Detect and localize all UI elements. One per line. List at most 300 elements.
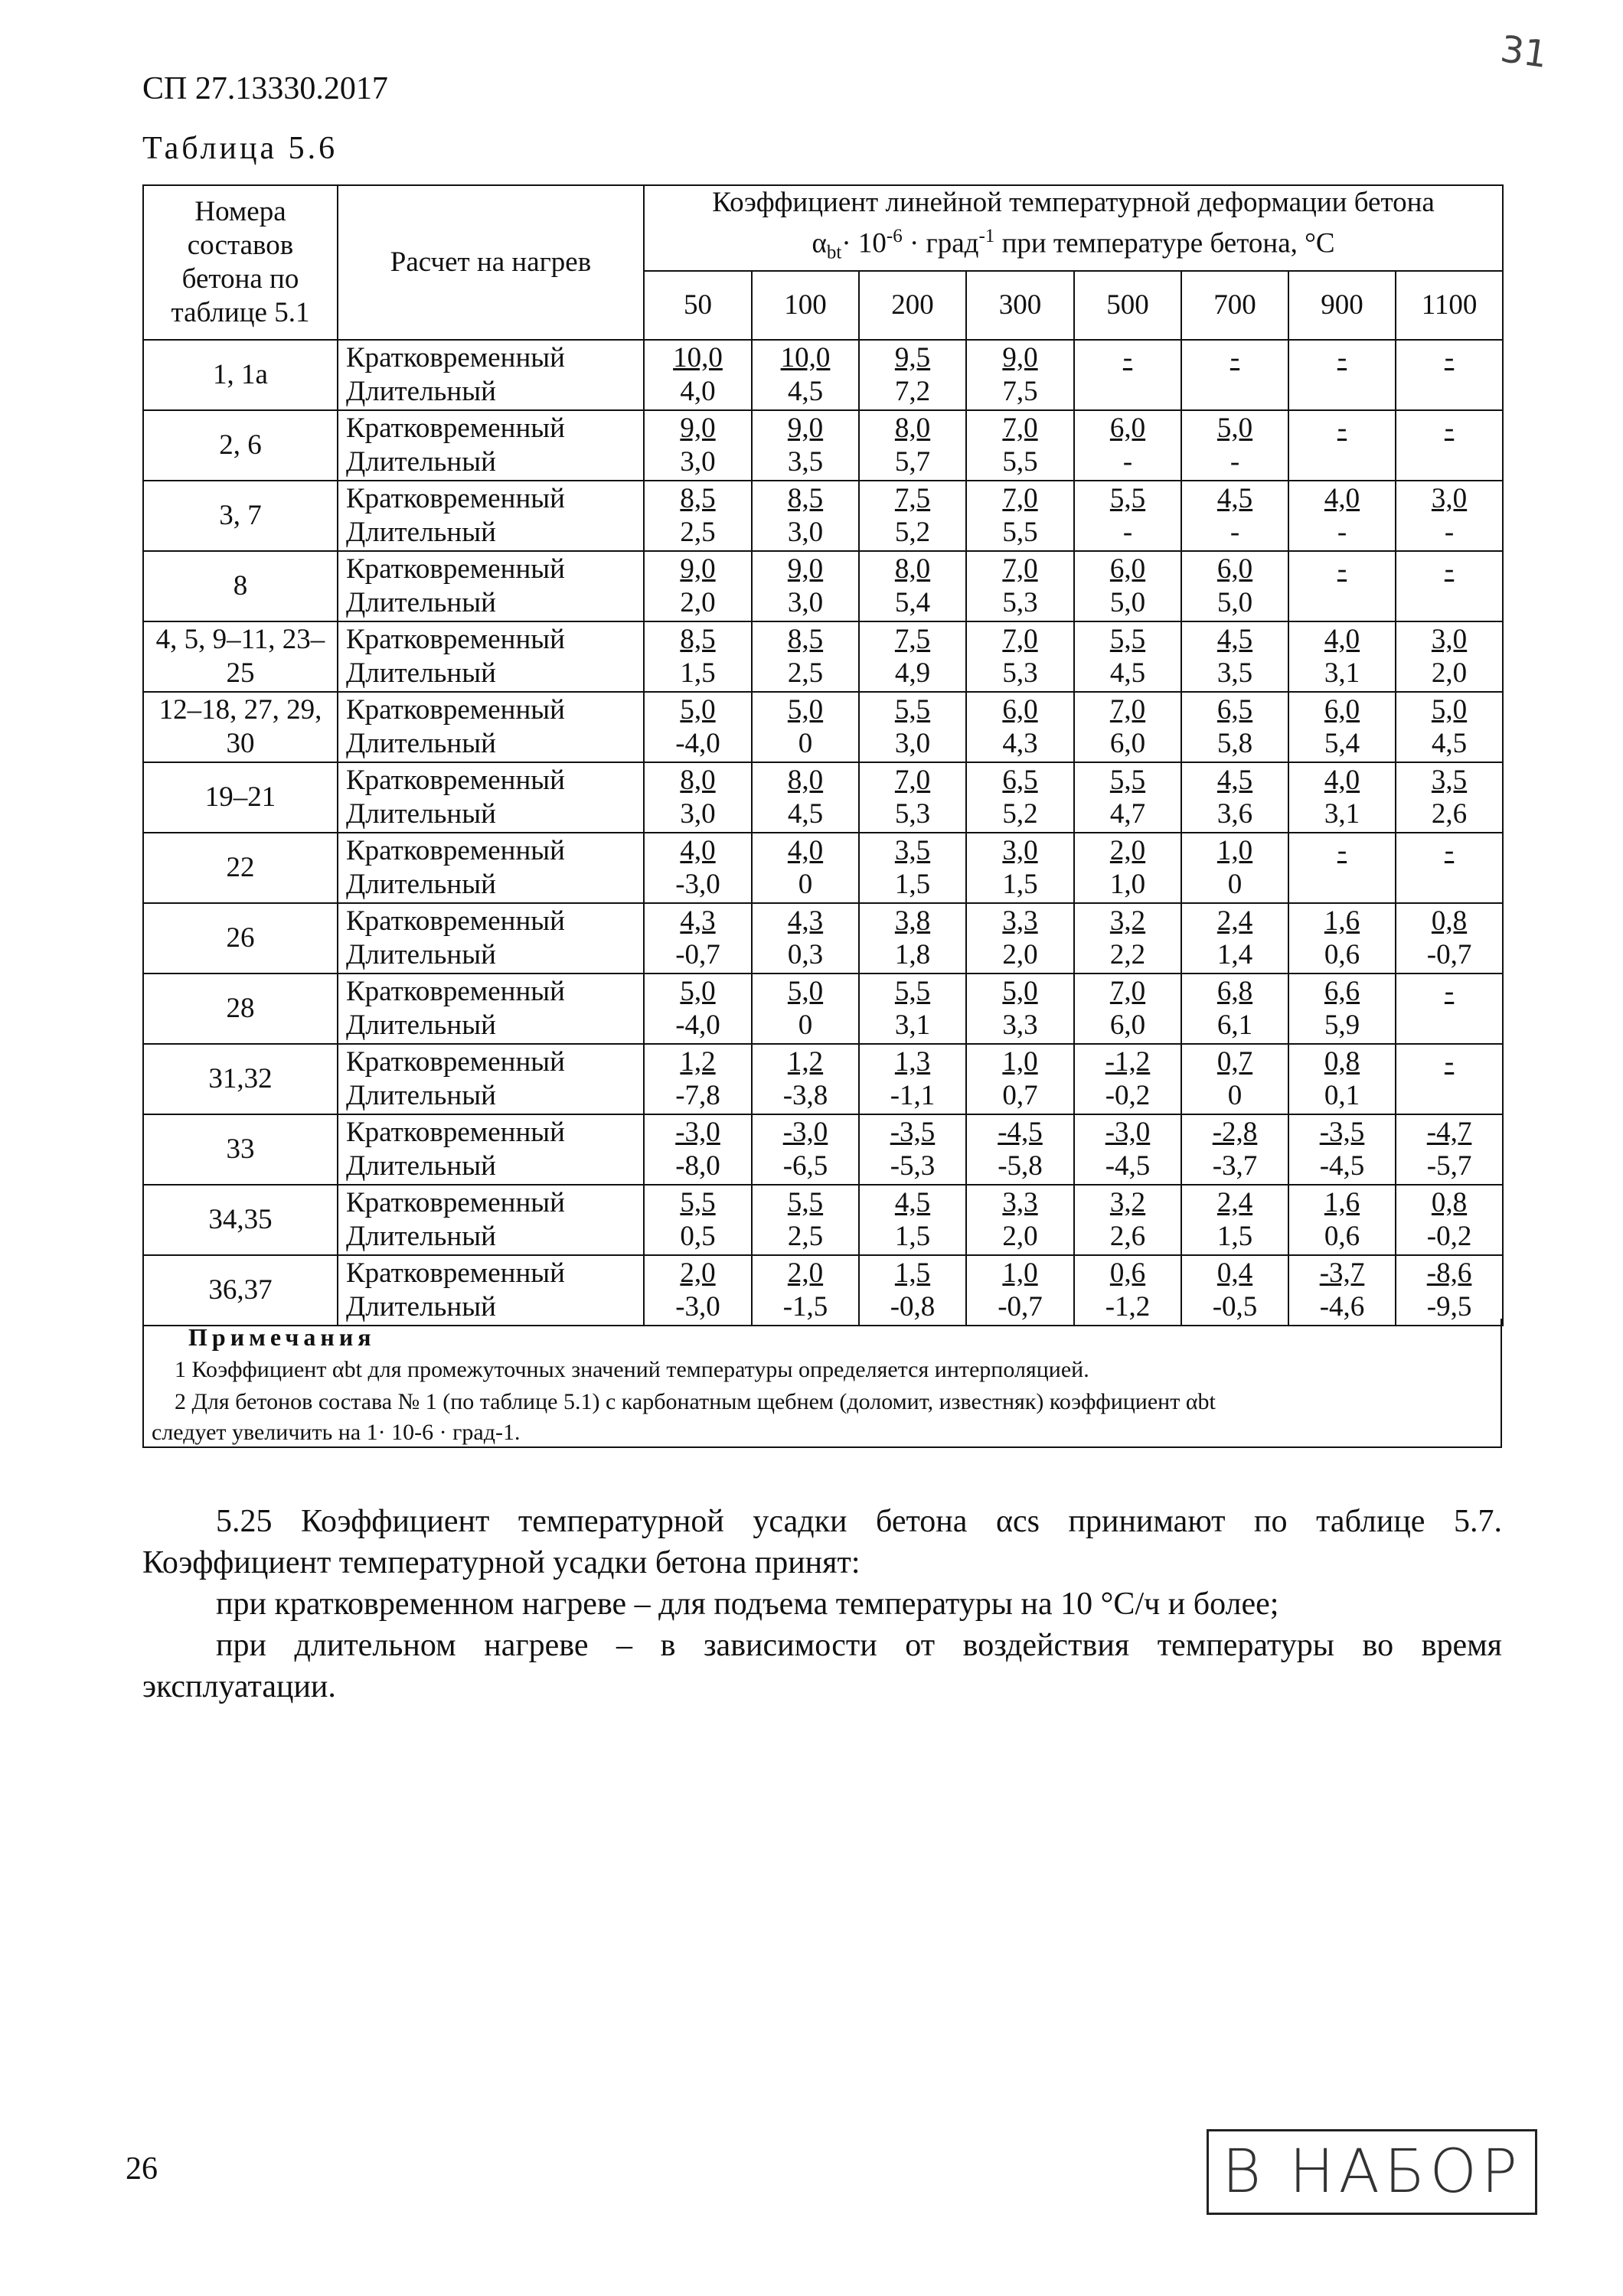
value-cell bbox=[644, 903, 752, 974]
long-term-value: 7,5 bbox=[1002, 375, 1038, 407]
long-term-value bbox=[1289, 375, 1395, 409]
long-term-value: 5,9 bbox=[1324, 1009, 1360, 1041]
long-term-value: 3,5 bbox=[1216, 657, 1253, 689]
short-term-value: 4,3 bbox=[787, 905, 824, 937]
short-term-value: - bbox=[1444, 834, 1455, 866]
long-term-value: -4,0 bbox=[675, 1009, 720, 1041]
value-cell bbox=[1396, 692, 1503, 762]
paragraph-5-25: 5.25 Коэффициент температурной усадки бетона αcs принимают по таблице 5.7. bbox=[216, 1504, 1502, 1539]
calc-long-label: Длительный bbox=[346, 445, 496, 478]
long-term-value: -0,2 bbox=[1426, 1220, 1472, 1252]
short-term-value: 4,5 bbox=[1216, 482, 1253, 514]
note-2: 2 Для бетонов состава № 1 (по таблице 5.1) с карбонатным щебнем (доломит, известняк) коэффициент αbt bbox=[175, 1389, 1216, 1414]
value-cell bbox=[752, 1255, 859, 1326]
calc-type-cell bbox=[338, 833, 644, 903]
value-cell bbox=[1181, 692, 1288, 762]
table-row bbox=[143, 1114, 1503, 1185]
calc-type-cell bbox=[338, 1185, 644, 1255]
value-cell bbox=[1288, 410, 1396, 481]
short-term-value: 6,0 bbox=[1216, 553, 1253, 585]
short-term-value: 8,5 bbox=[680, 623, 716, 655]
short-term-value: 2,0 bbox=[1109, 834, 1146, 866]
calc-long-label: Длительный bbox=[346, 375, 496, 407]
long-term-value: 3,1 bbox=[1324, 657, 1360, 689]
calc-short-label: Кратковременный bbox=[346, 693, 565, 726]
long-term-value: 0,3 bbox=[787, 938, 824, 970]
short-term-value: 7,0 bbox=[1002, 553, 1038, 585]
short-term-value: 3,0 bbox=[1431, 623, 1468, 655]
short-term-value: 9,0 bbox=[1002, 341, 1038, 373]
short-term-value: - bbox=[1337, 834, 1347, 866]
value-cell bbox=[859, 1255, 966, 1326]
composition-cell: 3, 7 bbox=[143, 481, 338, 551]
value-cell bbox=[1074, 1114, 1181, 1185]
composition-cell: 34,35 bbox=[143, 1185, 338, 1255]
long-term-value: 3,5 bbox=[787, 445, 824, 478]
value-cell bbox=[752, 1185, 859, 1255]
short-term-value: 5,0 bbox=[680, 975, 716, 1007]
calc-short-label: Кратковременный bbox=[346, 623, 565, 655]
composition-cell: 12–18, 27, 29, 30 bbox=[143, 692, 338, 762]
long-term-value: 6,0 bbox=[1109, 727, 1146, 759]
long-term-value bbox=[1396, 445, 1502, 479]
long-term-value: 0,5 bbox=[680, 1220, 716, 1252]
value-cell bbox=[859, 833, 966, 903]
long-term-value: -8,0 bbox=[675, 1150, 720, 1182]
temp-header: 900 bbox=[1288, 271, 1396, 340]
short-term-value: 1,2 bbox=[680, 1045, 716, 1078]
table-title: Таблица 5.6 bbox=[142, 131, 338, 166]
short-term-value: 7,5 bbox=[894, 482, 931, 514]
value-cell bbox=[1074, 833, 1181, 903]
calc-long-label: Длительный bbox=[346, 1009, 496, 1041]
calc-short-label: Кратковременный bbox=[346, 1116, 565, 1148]
composition-cell: 19–21 bbox=[143, 762, 338, 833]
short-term-value: 9,0 bbox=[680, 553, 716, 585]
value-cell bbox=[1288, 1114, 1396, 1185]
value-cell bbox=[1181, 481, 1288, 551]
value-cell bbox=[1396, 903, 1503, 974]
value-cell bbox=[966, 903, 1074, 974]
short-term-value: - bbox=[1337, 553, 1347, 585]
short-term-value: 5,5 bbox=[680, 1186, 716, 1218]
short-term-value: 1,6 bbox=[1324, 1186, 1360, 1218]
long-term-value: -4,5 bbox=[1319, 1150, 1365, 1182]
long-term-value: -3,0 bbox=[675, 1290, 720, 1322]
long-term-value: 2,5 bbox=[787, 657, 824, 689]
composition-cell: 26 bbox=[143, 903, 338, 974]
value-cell bbox=[644, 974, 752, 1044]
value-cell bbox=[1396, 340, 1503, 410]
long-term-value: -0,7 bbox=[1426, 938, 1472, 970]
value-cell bbox=[1288, 974, 1396, 1044]
long-term-value: 5,5 bbox=[1002, 516, 1038, 548]
table-row bbox=[143, 1044, 1503, 1114]
long-term-value: 4,5 bbox=[1109, 657, 1146, 689]
value-cell bbox=[1396, 621, 1503, 692]
value-cell bbox=[966, 1044, 1074, 1114]
long-term-value: 1,4 bbox=[1216, 938, 1253, 970]
short-term-value: 7,0 bbox=[894, 764, 931, 796]
calc-type-cell bbox=[338, 340, 644, 410]
value-cell bbox=[1181, 1044, 1288, 1114]
short-term-value: 7,5 bbox=[894, 623, 931, 655]
short-term-value: 5,0 bbox=[787, 975, 824, 1007]
long-term-value: -5,7 bbox=[1426, 1150, 1472, 1182]
long-term-value: -9,5 bbox=[1426, 1290, 1472, 1322]
short-term-value: -3,0 bbox=[1105, 1116, 1151, 1148]
calc-short-label: Кратковременный bbox=[346, 482, 565, 514]
short-term-value: 8,5 bbox=[680, 482, 716, 514]
value-cell bbox=[859, 692, 966, 762]
stamp: В НАБОР bbox=[1207, 2129, 1537, 2215]
value-cell bbox=[966, 692, 1074, 762]
long-term-value: 0 bbox=[1227, 1079, 1243, 1111]
value-cell bbox=[1181, 762, 1288, 833]
long-term-value bbox=[1289, 445, 1395, 479]
long-term-value: -3,8 bbox=[782, 1079, 828, 1111]
short-term-value: 0,6 bbox=[1109, 1257, 1146, 1289]
calc-short-label: Кратковременный bbox=[346, 834, 565, 866]
long-term-value bbox=[1289, 868, 1395, 902]
long-term-value: 3,3 bbox=[1002, 1009, 1038, 1041]
short-term-value: 4,0 bbox=[1324, 764, 1360, 796]
value-cell bbox=[1181, 340, 1288, 410]
short-term-value: 4,0 bbox=[1324, 482, 1360, 514]
value-cell bbox=[966, 481, 1074, 551]
value-cell bbox=[1396, 1044, 1503, 1114]
long-term-value: 3,1 bbox=[1324, 797, 1360, 830]
long-term-value: 6,0 bbox=[1109, 1009, 1146, 1041]
long-term-value: 5,4 bbox=[1324, 727, 1360, 759]
short-term-value: 9,0 bbox=[787, 412, 824, 444]
value-cell bbox=[752, 762, 859, 833]
short-term-value: 10,0 bbox=[780, 341, 831, 373]
short-term-value: 1,3 bbox=[894, 1045, 931, 1078]
long-term-value: 0 bbox=[798, 1009, 813, 1041]
short-term-value: 3,5 bbox=[894, 834, 931, 866]
short-term-value: 5,0 bbox=[680, 693, 716, 726]
long-term-value: 0,7 bbox=[1002, 1079, 1038, 1111]
short-term-value: 3,5 bbox=[1431, 764, 1468, 796]
value-cell bbox=[966, 1114, 1074, 1185]
document-code: СП 27.13330.2017 bbox=[142, 71, 388, 106]
value-cell bbox=[1288, 1255, 1396, 1326]
short-term-value: 5,5 bbox=[894, 693, 931, 726]
value-cell bbox=[752, 481, 859, 551]
value-cell bbox=[644, 551, 752, 621]
long-term-value: -1,1 bbox=[890, 1079, 936, 1111]
long-term-value: 2,6 bbox=[1431, 797, 1468, 830]
long-term-value: 3,6 bbox=[1216, 797, 1253, 830]
temp-header: 1100 bbox=[1396, 271, 1503, 340]
short-term-value: 1,6 bbox=[1324, 905, 1360, 937]
value-cell bbox=[1181, 833, 1288, 903]
short-term-value: 4,5 bbox=[1216, 764, 1253, 796]
short-term-value: 6,0 bbox=[1324, 693, 1360, 726]
value-cell bbox=[644, 833, 752, 903]
calc-long-label: Длительный bbox=[346, 1220, 496, 1252]
short-term-value: 3,2 bbox=[1109, 905, 1146, 937]
short-term-value: 4,0 bbox=[1324, 623, 1360, 655]
calc-long-label: Длительный bbox=[346, 868, 496, 900]
table-row bbox=[143, 692, 1503, 762]
short-term-value: 0,4 bbox=[1216, 1257, 1253, 1289]
long-term-value: 4,3 bbox=[1002, 727, 1038, 759]
handwritten-page-mark: 31 bbox=[1497, 28, 1550, 77]
long-term-value: 2,0 bbox=[1002, 1220, 1038, 1252]
value-cell bbox=[966, 621, 1074, 692]
table-row bbox=[143, 833, 1503, 903]
header-coefficient bbox=[644, 185, 1503, 271]
long-term-value: 1,8 bbox=[894, 938, 931, 970]
temp-header: 500 bbox=[1074, 271, 1181, 340]
long-term-value: -0,7 bbox=[998, 1290, 1043, 1322]
value-cell bbox=[966, 762, 1074, 833]
short-term-value: -3,5 bbox=[890, 1116, 936, 1148]
short-term-value: 7,0 bbox=[1002, 623, 1038, 655]
long-term-value: 0,1 bbox=[1324, 1079, 1360, 1111]
long-term-value: -3,0 bbox=[675, 868, 720, 900]
value-cell bbox=[1074, 974, 1181, 1044]
short-term-value: -8,6 bbox=[1426, 1257, 1472, 1289]
short-term-value: 3,3 bbox=[1002, 1186, 1038, 1218]
long-term-value: 4,9 bbox=[894, 657, 931, 689]
value-cell bbox=[966, 833, 1074, 903]
short-term-value: -3,7 bbox=[1319, 1257, 1365, 1289]
value-cell bbox=[859, 1185, 966, 1255]
short-term-value: -2,8 bbox=[1212, 1116, 1258, 1148]
short-term-value: 1,5 bbox=[894, 1257, 931, 1289]
calc-long-label: Длительный bbox=[346, 657, 496, 689]
long-term-value bbox=[1182, 375, 1288, 409]
short-term-value: 5,5 bbox=[1109, 623, 1146, 655]
value-cell bbox=[1288, 833, 1396, 903]
value-cell bbox=[966, 410, 1074, 481]
long-term-value: 4,5 bbox=[1431, 727, 1468, 759]
calc-long-label: Длительный bbox=[346, 727, 496, 759]
value-cell bbox=[1396, 410, 1503, 481]
long-term-value: - bbox=[1229, 445, 1240, 478]
temp-header: 100 bbox=[752, 271, 859, 340]
long-term-value: 4,7 bbox=[1109, 797, 1146, 830]
short-term-value: 9,0 bbox=[680, 412, 716, 444]
long-term-value: -0,7 bbox=[675, 938, 720, 970]
short-term-value: 0,7 bbox=[1216, 1045, 1253, 1078]
calc-type-cell bbox=[338, 762, 644, 833]
value-cell bbox=[1288, 481, 1396, 551]
calc-long-label: Длительный bbox=[346, 1150, 496, 1182]
long-term-value bbox=[1396, 375, 1502, 409]
long-term-value: 3,0 bbox=[680, 445, 716, 478]
short-term-value: 0,8 bbox=[1431, 905, 1468, 937]
long-term-value: - bbox=[1122, 516, 1133, 548]
value-cell bbox=[752, 410, 859, 481]
calc-type-cell bbox=[338, 481, 644, 551]
value-cell bbox=[644, 410, 752, 481]
paragraph-shrinkage-intro: Коэффициент температурной усадки бетона принят: bbox=[142, 1545, 860, 1580]
paragraph-long-heating: при длительном нагреве – в зависимости от воздействия температуры во время bbox=[216, 1628, 1502, 1663]
value-cell bbox=[859, 410, 966, 481]
short-term-value: -4,5 bbox=[998, 1116, 1043, 1148]
value-cell bbox=[1288, 621, 1396, 692]
long-term-value: 2,2 bbox=[1109, 938, 1146, 970]
value-cell bbox=[644, 621, 752, 692]
long-term-value: -3,7 bbox=[1212, 1150, 1258, 1182]
calc-long-label: Длительный bbox=[346, 1290, 496, 1322]
long-term-value bbox=[1289, 586, 1395, 620]
short-term-value: -4,7 bbox=[1426, 1116, 1472, 1148]
calc-type-cell bbox=[338, 551, 644, 621]
long-term-value: 1,5 bbox=[894, 868, 931, 900]
short-term-value: 7,0 bbox=[1109, 975, 1146, 1007]
short-term-value: -1,2 bbox=[1105, 1045, 1151, 1078]
long-term-value: 6,1 bbox=[1216, 1009, 1253, 1041]
note-2-continuation: следует увеличить на 1· 10-6 · град-1. bbox=[152, 1420, 521, 1445]
paragraph-long-heating-end: эксплуатации. bbox=[142, 1669, 336, 1704]
long-term-value bbox=[1075, 375, 1181, 409]
value-cell bbox=[966, 974, 1074, 1044]
calc-type-cell bbox=[338, 1114, 644, 1185]
long-term-value: 0 bbox=[798, 868, 813, 900]
table-row bbox=[143, 1255, 1503, 1326]
short-term-value: 4,0 bbox=[787, 834, 824, 866]
value-cell bbox=[859, 903, 966, 974]
value-cell bbox=[1074, 692, 1181, 762]
short-term-value: 5,5 bbox=[894, 975, 931, 1007]
value-cell bbox=[1074, 1185, 1181, 1255]
value-cell bbox=[859, 621, 966, 692]
long-term-value: 7,2 bbox=[894, 375, 931, 407]
long-term-value: 2,6 bbox=[1109, 1220, 1146, 1252]
value-cell bbox=[1288, 692, 1396, 762]
value-cell bbox=[752, 621, 859, 692]
long-term-value: 3,0 bbox=[787, 586, 824, 618]
long-term-value: -1,5 bbox=[782, 1290, 828, 1322]
composition-cell: 36,37 bbox=[143, 1255, 338, 1326]
value-cell bbox=[859, 481, 966, 551]
long-term-value: 2,0 bbox=[1431, 657, 1468, 689]
header-calc: Расчет на нагрев bbox=[338, 185, 644, 340]
value-cell bbox=[1074, 762, 1181, 833]
long-term-value: -4,0 bbox=[675, 727, 720, 759]
long-term-value: 5,7 bbox=[894, 445, 931, 478]
value-cell bbox=[859, 1044, 966, 1114]
value-cell bbox=[644, 1255, 752, 1326]
short-term-value: 5,5 bbox=[787, 1186, 824, 1218]
short-term-value: - bbox=[1444, 975, 1455, 1007]
calc-long-label: Длительный bbox=[346, 586, 496, 618]
value-cell bbox=[1181, 1185, 1288, 1255]
paragraph-short-heating: при кратковременном нагреве – для подъема температуры на 10 °С/ч и более; bbox=[216, 1587, 1279, 1622]
calc-type-cell bbox=[338, 974, 644, 1044]
long-term-value: -0,8 bbox=[890, 1290, 936, 1322]
long-term-value: 5,2 bbox=[1002, 797, 1038, 830]
coefficient-table bbox=[142, 184, 1504, 1326]
notes-title: Примечания bbox=[188, 1323, 376, 1351]
long-term-value: 4,0 bbox=[680, 375, 716, 407]
short-term-value: 1,0 bbox=[1216, 834, 1253, 866]
long-term-value: 1,5 bbox=[680, 657, 716, 689]
value-cell bbox=[644, 1044, 752, 1114]
short-term-value: 4,5 bbox=[1216, 623, 1253, 655]
short-term-value: - bbox=[1337, 412, 1347, 444]
value-cell bbox=[644, 692, 752, 762]
long-term-value: 1,5 bbox=[894, 1220, 931, 1252]
composition-cell: 8 bbox=[143, 551, 338, 621]
long-term-value: 5,3 bbox=[1002, 586, 1038, 618]
value-cell bbox=[859, 551, 966, 621]
long-term-value: 5,4 bbox=[894, 586, 931, 618]
short-term-value: 6,6 bbox=[1324, 975, 1360, 1007]
short-term-value: - bbox=[1444, 412, 1455, 444]
calc-short-label: Кратковременный bbox=[346, 905, 565, 937]
long-term-value: 0 bbox=[798, 727, 813, 759]
value-cell bbox=[1181, 1255, 1288, 1326]
short-term-value: 10,0 bbox=[673, 341, 723, 373]
composition-cell: 31,32 bbox=[143, 1044, 338, 1114]
long-term-value: 2,5 bbox=[787, 1220, 824, 1252]
long-term-value: - bbox=[1229, 516, 1240, 548]
value-cell bbox=[1288, 1044, 1396, 1114]
calc-type-cell bbox=[338, 1255, 644, 1326]
value-cell bbox=[1074, 481, 1181, 551]
short-term-value: 1,0 bbox=[1002, 1045, 1038, 1078]
short-term-value: 3,3 bbox=[1002, 905, 1038, 937]
short-term-value: 7,0 bbox=[1002, 412, 1038, 444]
short-term-value: 3,8 bbox=[894, 905, 931, 937]
table-row bbox=[143, 903, 1503, 974]
long-term-value: -5,8 bbox=[998, 1150, 1043, 1182]
calc-short-label: Кратковременный bbox=[346, 1257, 565, 1289]
short-term-value: 2,4 bbox=[1216, 905, 1253, 937]
short-term-value: -3,0 bbox=[782, 1116, 828, 1148]
long-term-value bbox=[1396, 868, 1502, 902]
value-cell bbox=[1074, 903, 1181, 974]
long-term-value bbox=[1396, 1009, 1502, 1042]
value-cell bbox=[752, 692, 859, 762]
short-term-value: 0,8 bbox=[1324, 1045, 1360, 1078]
long-term-value: -4,6 bbox=[1319, 1290, 1365, 1322]
temp-header: 700 bbox=[1181, 271, 1288, 340]
short-term-value: 8,0 bbox=[680, 764, 716, 796]
value-cell bbox=[859, 1114, 966, 1185]
table-row bbox=[143, 410, 1503, 481]
value-cell bbox=[966, 551, 1074, 621]
long-term-value: -0,5 bbox=[1212, 1290, 1258, 1322]
table-row bbox=[143, 762, 1503, 833]
short-term-value: 5,0 bbox=[1216, 412, 1253, 444]
value-cell bbox=[1181, 903, 1288, 974]
value-cell bbox=[1396, 833, 1503, 903]
short-term-value: - bbox=[1229, 341, 1240, 373]
value-cell bbox=[859, 974, 966, 1044]
value-cell bbox=[1181, 974, 1288, 1044]
short-term-value: 8,5 bbox=[787, 623, 824, 655]
table-row bbox=[143, 1185, 1503, 1255]
value-cell bbox=[1288, 1185, 1396, 1255]
short-term-value: 6,0 bbox=[1109, 412, 1146, 444]
short-term-value: - bbox=[1444, 553, 1455, 585]
header-coefficient-line2: $\alpha_{bt}\cdot 10^{-6}$ · град$^{-1}$ при температуре бетона, °С bbox=[812, 226, 1335, 263]
short-term-value: 6,5 bbox=[1002, 764, 1038, 796]
short-term-value: 5,0 bbox=[1431, 693, 1468, 726]
calc-long-label: Длительный bbox=[346, 1079, 496, 1111]
short-term-value: 5,5 bbox=[1109, 764, 1146, 796]
long-term-value: -6,5 bbox=[782, 1150, 828, 1182]
short-term-value: 4,3 bbox=[680, 905, 716, 937]
calc-short-label: Кратковременный bbox=[346, 764, 565, 796]
